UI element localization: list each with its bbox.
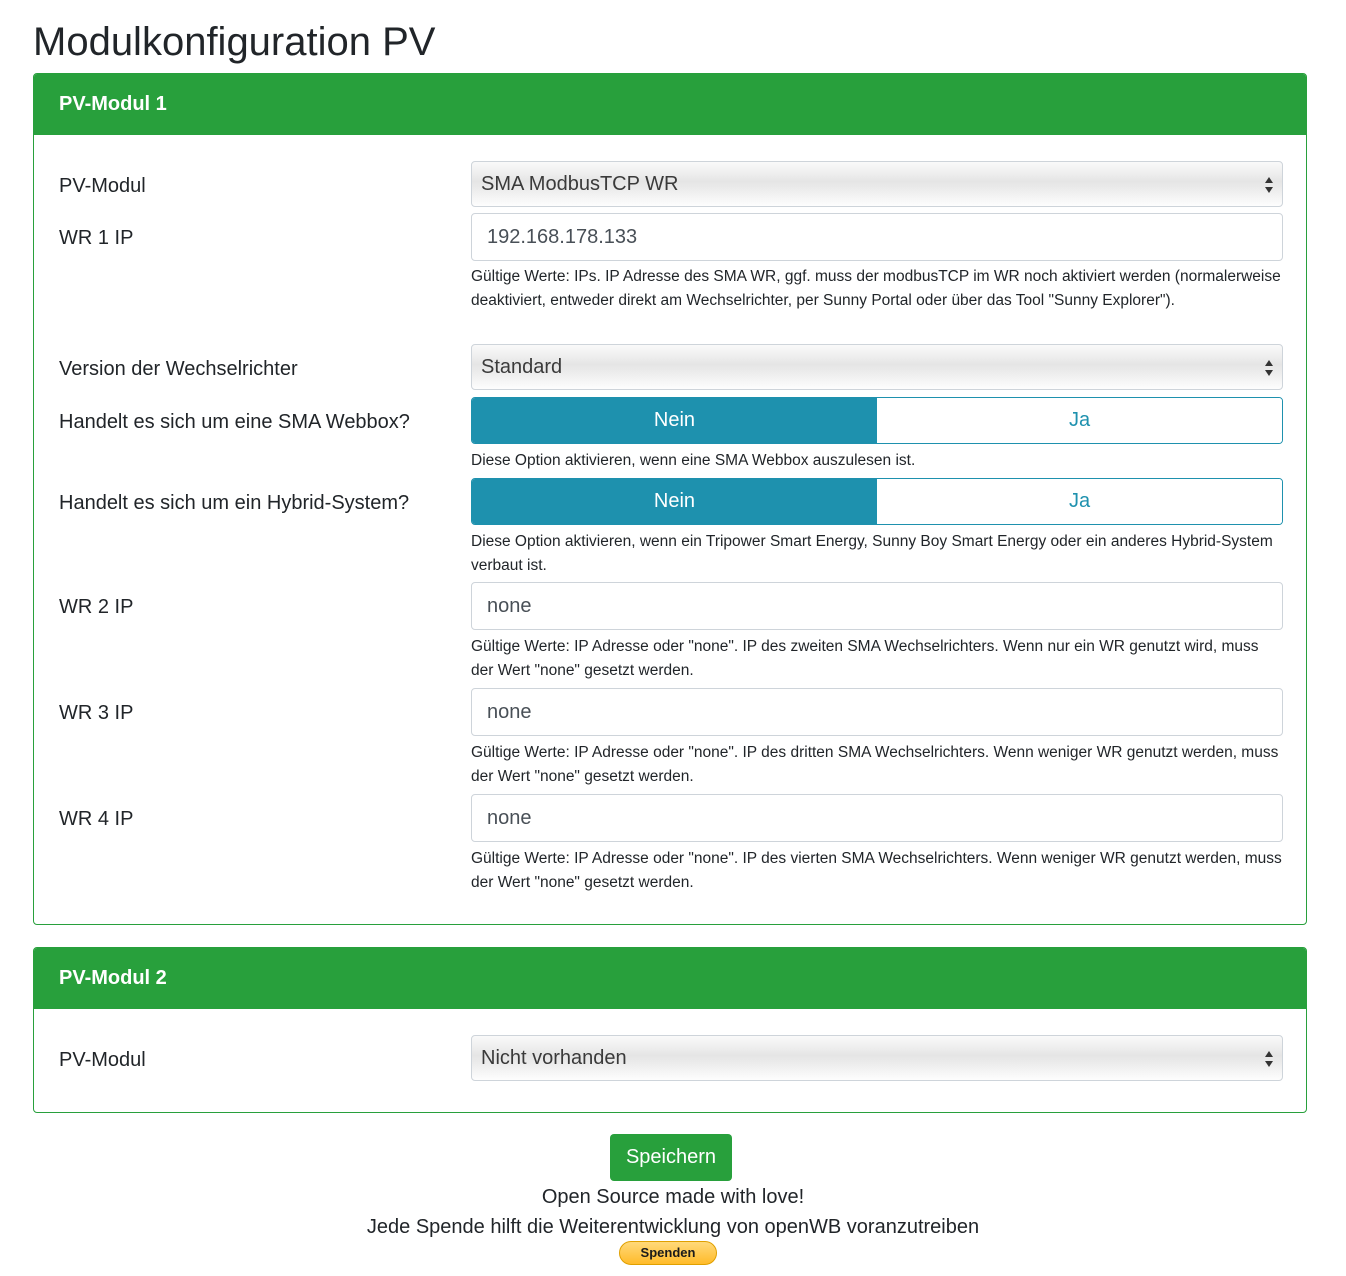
wr4-ip-input[interactable]: none — [471, 794, 1283, 842]
select-arrows-icon — [1264, 355, 1274, 381]
wr3-ip-label: WR 3 IP — [59, 702, 134, 724]
pv-modul-2-label: PV-Modul — [59, 1049, 146, 1071]
pv-modul-1-header: PV-Modul 1 — [34, 74, 1306, 135]
wr2-ip-input[interactable]: none — [471, 582, 1283, 630]
version-label: Version der Wechselrichter — [59, 358, 298, 380]
wr2-ip-label: WR 2 IP — [59, 596, 134, 618]
wr2-ip-help: Gültige Werte: IP Adresse oder "none". IP des zweiten SMA Wechselrichters. Wenn nur ein WR genutzt wird, muss der Wert "none" gesetzt werden. — [471, 638, 1259, 679]
wr4-ip-label: WR 4 IP — [59, 808, 134, 830]
pv-modul-2-card — [33, 947, 1307, 1113]
webbox-option-ja[interactable]: Ja — [877, 398, 1282, 443]
wr3-ip-input[interactable]: none — [471, 688, 1283, 736]
hybrid-option-nein[interactable]: Nein — [472, 479, 877, 524]
save-button[interactable]: Speichern — [610, 1134, 732, 1181]
pv-modul-2-select[interactable] — [471, 1035, 1283, 1081]
webbox-toggle — [471, 397, 1283, 444]
pv-modul-2-header: PV-Modul 2 — [34, 948, 1306, 1009]
webbox-label: Handelt es sich um eine SMA Webbox? — [59, 411, 410, 433]
pv-modul-2-select-value: Nicht vorhanden — [481, 1047, 627, 1069]
select-arrows-icon — [1264, 1046, 1274, 1072]
footer-tagline: Open Source made with love! — [541, 1186, 805, 1208]
webbox-help: Diese Option aktivieren, wenn eine SMA Webbox auszulesen ist. — [471, 452, 916, 469]
hybrid-option-ja[interactable]: Ja — [877, 479, 1282, 524]
pv-modul-select-value: SMA ModbusTCP WR — [481, 173, 679, 195]
wr4-ip-help: Gültige Werte: IP Adresse oder "none". IP des vierten SMA Wechselrichters. Wenn weniger WR genutzt werden, muss der Wert "none" gesetzt werden. — [471, 850, 1282, 891]
version-select-value: Standard — [481, 356, 563, 378]
donate-button[interactable]: Spenden — [619, 1241, 717, 1265]
pv-modul-1-card — [33, 73, 1307, 925]
select-arrows-icon — [1264, 172, 1274, 198]
footer-donation-text: Jede Spende hilft die Weiterentwicklung von openWB voranzutreiben — [366, 1216, 980, 1238]
version-select[interactable] — [471, 344, 1283, 390]
hybrid-toggle — [471, 478, 1283, 525]
wr1-ip-help: Gültige Werte: IPs. IP Adresse des SMA WR, ggf. muss der modbusTCP im WR noch aktiviert werden (normalerweise deaktiviert, entweder direkt am Wechselrichter, per Sunny Portal oder über das Tool "Sunny Explorer"). — [471, 268, 1281, 309]
page-title: Modulkonfiguration PV — [33, 20, 436, 64]
pv-modul-label: PV-Modul — [59, 175, 146, 197]
webbox-option-nein[interactable]: Nein — [472, 398, 877, 443]
wr3-ip-help: Gültige Werte: IP Adresse oder "none". IP des dritten SMA Wechselrichters. Wenn weniger WR genutzt werden, muss der Wert "none" gesetzt werden. — [471, 744, 1279, 785]
hybrid-help: Diese Option aktivieren, wenn ein Tripower Smart Energy, Sunny Boy Smart Energy oder ein anderes Hybrid-System verbaut ist. — [471, 533, 1273, 574]
wr1-ip-input[interactable]: 192.168.178.133 — [471, 213, 1283, 261]
wr1-ip-label: WR 1 IP — [59, 227, 134, 249]
hybrid-label: Handelt es sich um ein Hybrid-System? — [59, 492, 410, 514]
pv-modul-select[interactable] — [471, 161, 1283, 207]
